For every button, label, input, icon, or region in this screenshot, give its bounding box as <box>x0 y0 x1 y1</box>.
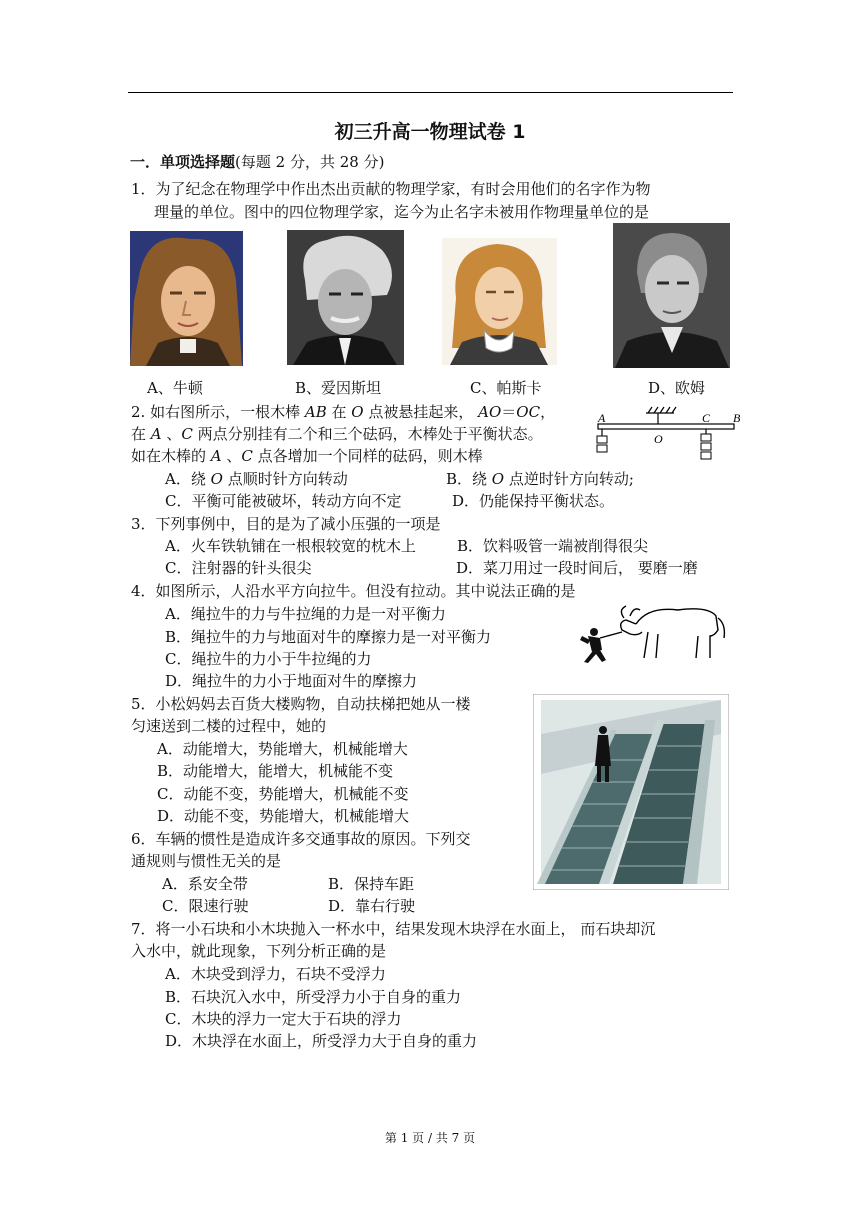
q5-option-c: C．动能不变，势能增大，机械能不变 <box>157 785 409 803</box>
lever-label-a: A <box>598 411 606 425</box>
q4-stem: 4．如图所示，人沿水平方向拉牛。但没有拉动。其中说法正确的是 <box>131 582 576 600</box>
q2-text: 2. 如右图所示，一根木棒 <box>131 403 305 421</box>
q4-option-a: A．绳拉牛的力与牛拉绳的力是一对平衡力 <box>165 605 446 623</box>
portrait-pascal <box>442 238 557 365</box>
q2-symbol: O <box>210 470 223 488</box>
ox-pulling-figure <box>578 596 730 666</box>
q2-symbol: AB <box>304 403 327 421</box>
q1-stem-line2: 理量的单位。图中的四位物理学家，迄今为止名字未被用作物理量单位的是 <box>154 203 650 221</box>
q2-symbol: AO <box>478 403 502 421</box>
q5-option-b: B．动能增大，能增大，机械能不变 <box>157 762 394 780</box>
q2-text: 如在木棒的 <box>131 447 211 465</box>
q6-option-d: D．靠右行驶 <box>328 897 416 915</box>
q3-option-d: D．菜刀用过一段时间后， 要磨一磨 <box>456 559 698 577</box>
q5-stem-line1: 5．小松妈妈去百货大楼购物，自动扶梯把她从一楼 <box>131 695 471 713</box>
escalator-photo <box>533 694 729 890</box>
q6-option-b: B．保持车距 <box>328 875 415 893</box>
q4-option-d: D．绳拉牛的力小于地面对牛的摩擦力 <box>165 672 418 690</box>
q1-option-b: B、爱因斯坦 <box>295 379 382 397</box>
q2-text: 点逆时针方向转动; <box>504 470 634 488</box>
portrait-ohm <box>613 223 730 368</box>
q2-option-a <box>165 468 348 489</box>
q2-symbol: C <box>241 447 253 465</box>
q2-stem-line2 <box>131 423 543 444</box>
q2-option-c: C．平衡可能被破坏，转动方向不定 <box>165 492 402 510</box>
portrait-newton <box>130 231 243 366</box>
q5-option-d: D．动能不变，势能增大，机械能增大 <box>157 807 410 825</box>
q4-option-c: C．绳拉牛的力小于牛拉绳的力 <box>165 650 372 668</box>
q2-option-d: D．仍能保持平衡状态。 <box>452 492 615 510</box>
section-note: (每题 2 分，共 28 分) <box>235 153 385 171</box>
q2-text: 、 <box>161 425 182 443</box>
q2-stem-line1 <box>131 401 555 422</box>
section-heading <box>130 151 384 172</box>
q1-option-d: D、欧姆 <box>648 379 706 397</box>
q2-text: B．绕 <box>446 470 492 488</box>
q2-symbol: C <box>181 425 193 443</box>
q5-option-a: A．动能增大，势能增大，机械能增大 <box>157 740 408 758</box>
lever-label-c: C <box>702 411 711 425</box>
q2-text: 点顺时针方向转动 <box>222 470 348 488</box>
q2-text: ＝ <box>501 403 517 421</box>
q2-symbol: O <box>351 403 364 421</box>
q7-option-d: D．木块浮在水面上，所受浮力大于自身的重力 <box>165 1032 478 1050</box>
q4-option-b: B．绳拉牛的力与地面对牛的摩擦力是一对平衡力 <box>165 628 492 646</box>
q3-option-a: A．火车铁轨铺在一根根较宽的枕木上 <box>165 537 416 555</box>
q2-text: 在 <box>326 403 352 421</box>
q5-stem-line2: 匀速送到二楼的过程中，她的 <box>131 717 327 735</box>
q3-stem: 3．下列事例中，目的是为了减小压强的一项是 <box>131 515 441 533</box>
page-footer: 第 1 页 / 共 7 页 <box>384 1131 476 1145</box>
lever-label-o: O <box>654 432 663 446</box>
header-rule <box>128 92 733 93</box>
q1-stem-line1: 1．为了纪念在物理学中作出杰出贡献的物理学家，有时会用他们的名字作为物 <box>131 180 651 198</box>
q2-symbol: O <box>491 470 505 488</box>
q2-text: A．绕 <box>165 470 211 488</box>
q7-option-a: A．木块受到浮力，石块不受浮力 <box>165 965 386 983</box>
q2-symbol: A <box>210 447 222 465</box>
q3-option-c: C．注射器的针头很尖 <box>165 559 312 577</box>
section-heading-label: 一．单项选择题 <box>130 153 236 171</box>
lever-figure <box>594 404 744 474</box>
q6-stem-line2: 通规则与惯性无关的是 <box>131 852 282 870</box>
q2-text: 点各增加一个同样的砝码，则木棒 <box>252 447 483 465</box>
q7-stem-line2: 入水中，就此现象，下列分析正确的是 <box>131 942 387 960</box>
q2-text: 、 <box>221 447 242 465</box>
q6-stem-line1: 6．车辆的惯性是造成许多交通事故的原因。下列交 <box>131 830 471 848</box>
q2-symbol: OC <box>516 403 541 421</box>
q2-text: 两点分别挂有二个和三个砝码，木棒处于平衡状态。 <box>192 425 543 443</box>
page-title: 初三升高一物理试卷 1 <box>334 121 526 143</box>
q7-stem-line1: 7．将一小石块和小木块抛入一杯水中，结果发现木块浮在水面上， 而石块却沉 <box>131 920 656 938</box>
lever-label-b: B <box>733 411 741 425</box>
q1-option-c: C、帕斯卡 <box>470 379 542 397</box>
q6-option-c: C．限速行驶 <box>162 897 249 915</box>
portrait-einstein <box>287 230 404 365</box>
q2-stem-line3 <box>131 445 483 466</box>
q3-option-b: B．饮料吸管一端被削得很尖 <box>457 537 649 555</box>
q7-option-c: C．木块的浮力一定大于石块的浮力 <box>165 1010 402 1028</box>
q2-symbol: A <box>150 425 162 443</box>
q2-text: 点被悬挂起来， <box>363 403 479 421</box>
q2-text: 在 <box>131 425 151 443</box>
q2-text: ， <box>540 403 556 421</box>
q1-option-a: A、牛顿 <box>147 379 203 397</box>
q6-option-a: A．系安全带 <box>162 875 248 893</box>
q7-option-b: B．石块沉入水中，所受浮力小于自身的重力 <box>165 988 462 1006</box>
